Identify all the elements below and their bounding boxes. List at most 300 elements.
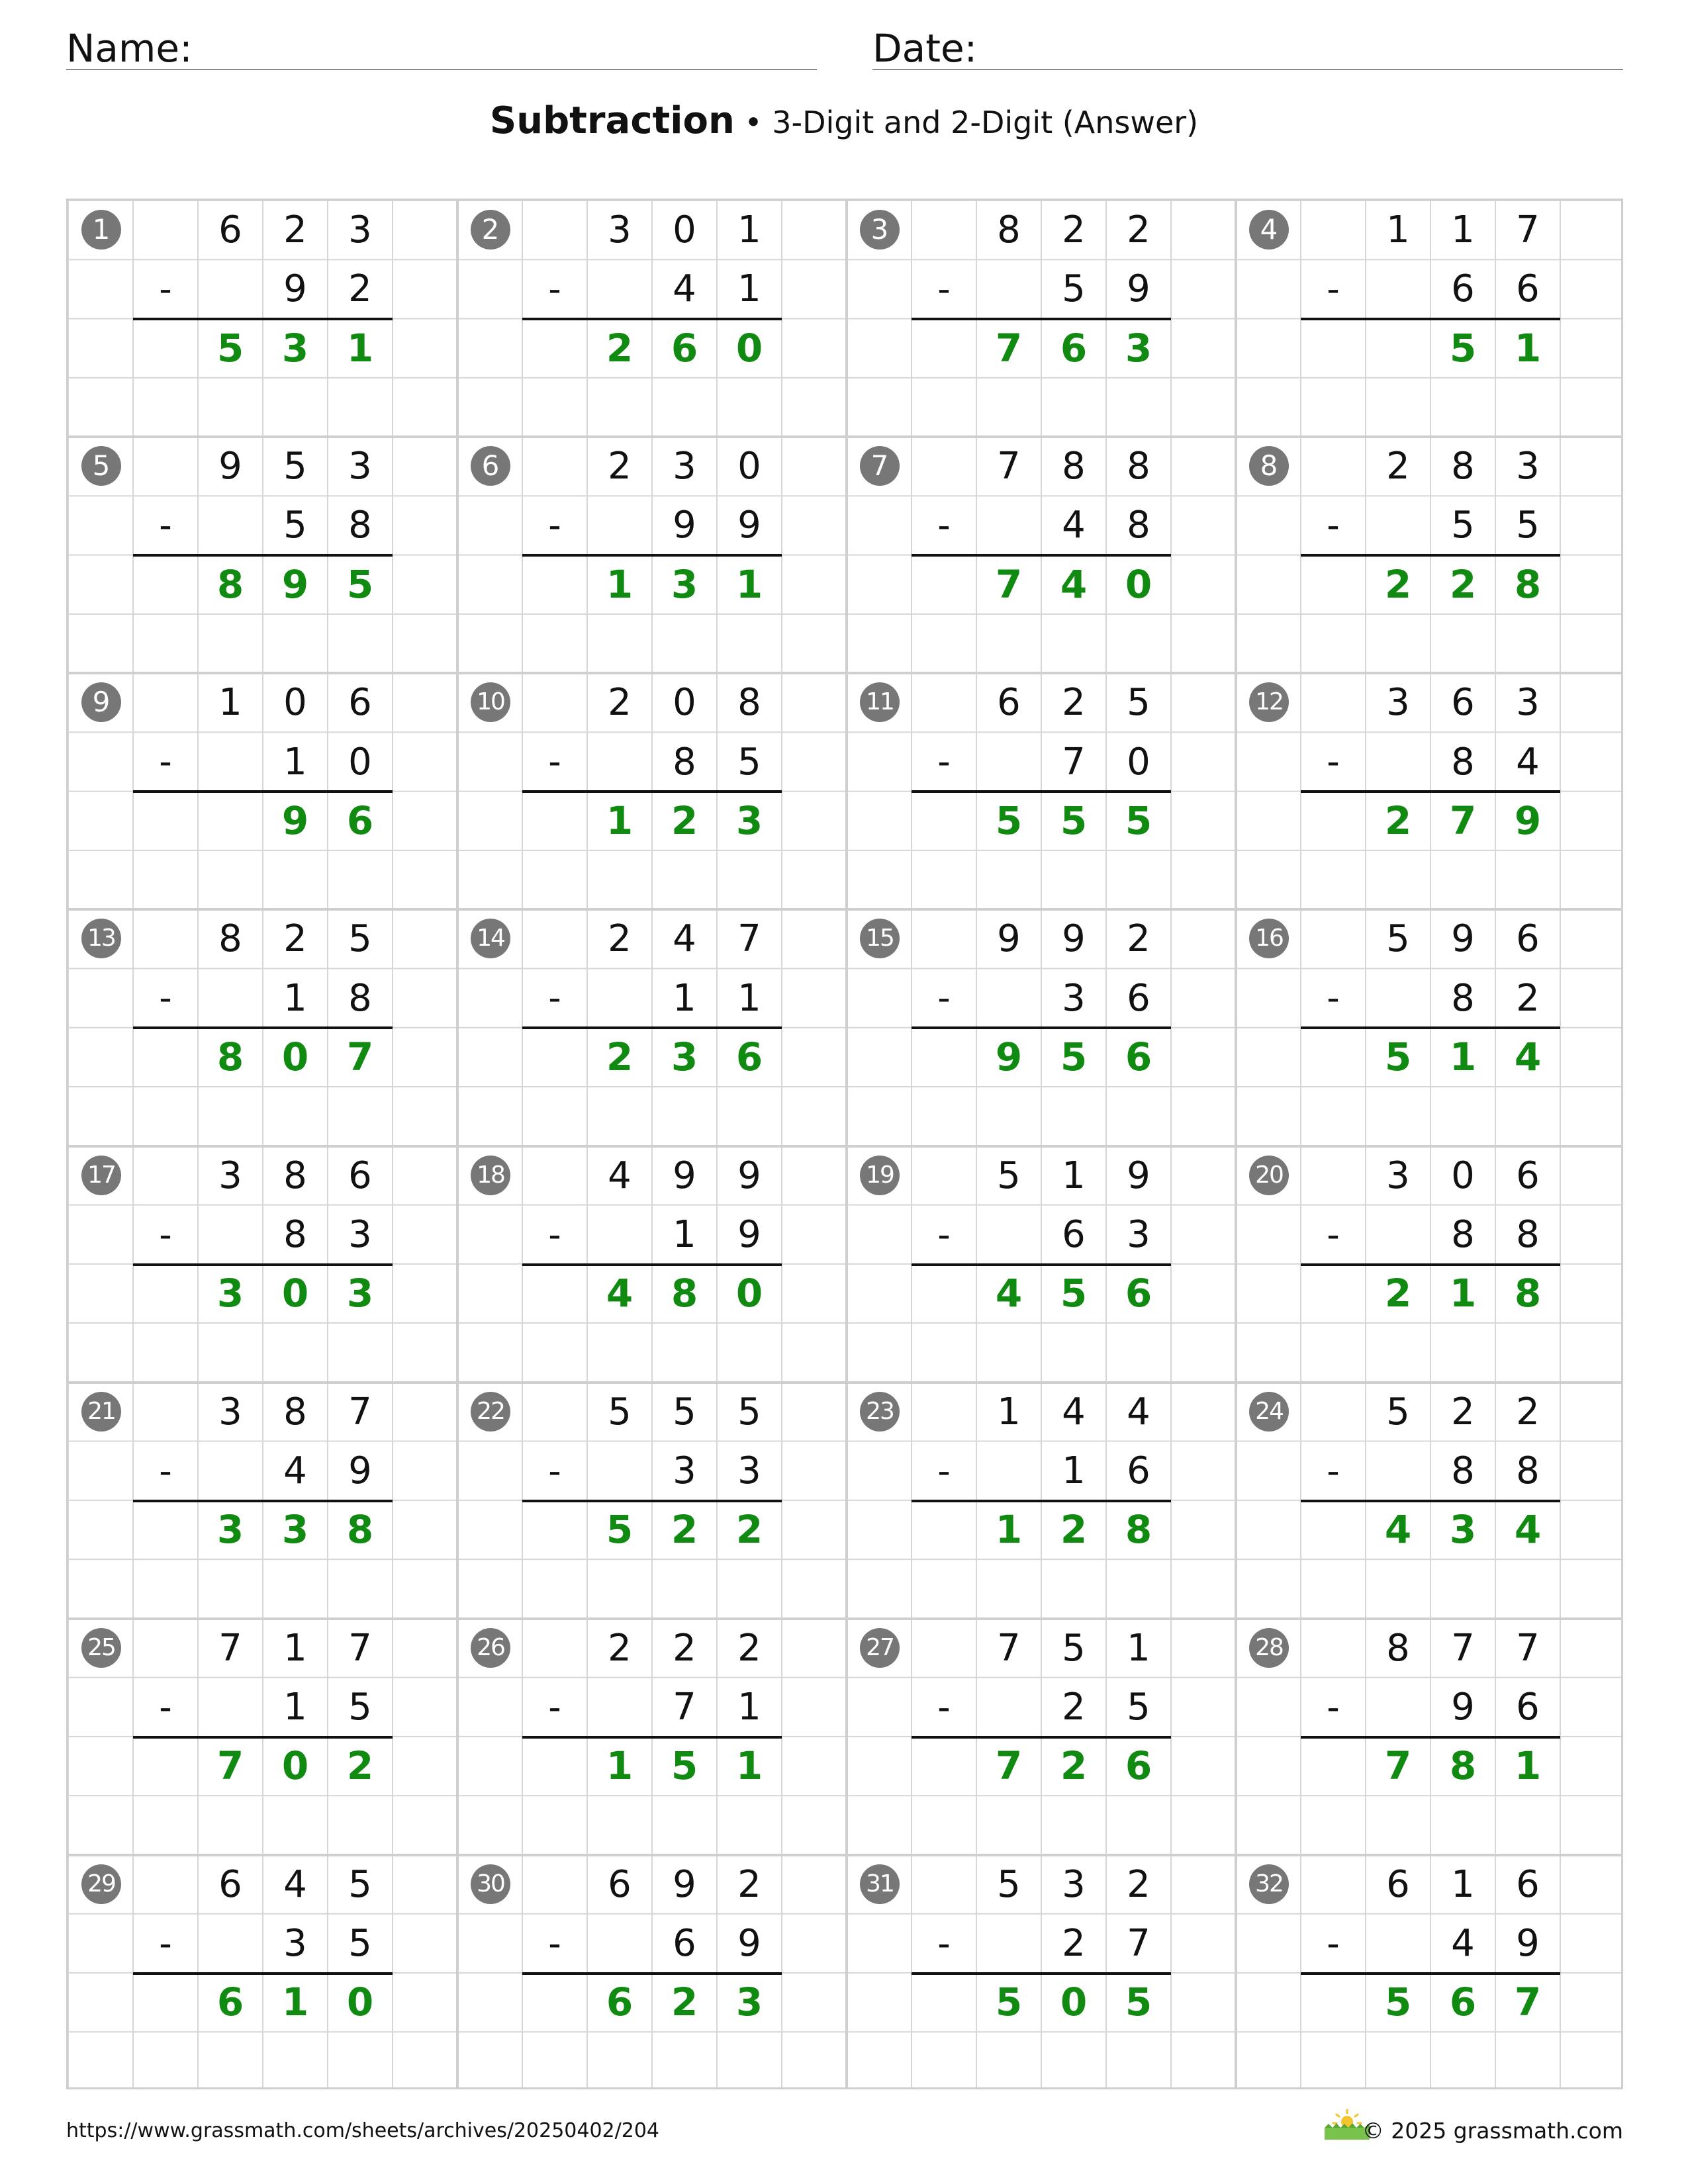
minuend-digit: 3 (348, 208, 372, 251)
subtrahend-digit: 1 (1062, 1449, 1086, 1492)
answer-digit: 7 (995, 1743, 1023, 1789)
minuend-digit: 8 (1386, 1626, 1410, 1670)
subtrahend-digit: 3 (737, 1449, 761, 1492)
answer-digit: 5 (1384, 1034, 1412, 1079)
subtrahend-digit: 1 (673, 1212, 696, 1256)
minus-sign: - (159, 1213, 172, 1255)
answer-digit: 0 (735, 1271, 763, 1316)
minuend-digit: 1 (997, 1390, 1021, 1433)
minuend-digit: 3 (218, 1154, 242, 1197)
answer-digit: 8 (216, 561, 244, 607)
answer-digit: 3 (671, 1034, 698, 1079)
subtrahend-digit: 8 (1451, 1212, 1475, 1256)
subtrahend-digit: 5 (1062, 267, 1086, 311)
minuend-digit: 1 (737, 208, 761, 251)
subtrahend-digit: 4 (1062, 504, 1086, 547)
problem-number-badge: 10 (471, 682, 510, 722)
minuend-digit: 5 (348, 917, 372, 961)
subtrahend-digit: 9 (1451, 1686, 1475, 1729)
minuend-digit: 2 (1062, 208, 1086, 251)
minus-sign: - (937, 741, 951, 783)
problem-20 (1236, 1146, 1625, 1383)
answer-digit: 5 (1125, 1979, 1152, 2025)
problem-number-badge: 8 (1249, 446, 1289, 486)
subtrahend-digit: 5 (1516, 504, 1540, 547)
minuend-digit: 2 (608, 445, 632, 488)
minuend-digit: 6 (348, 681, 372, 725)
problem-number-badge: 7 (860, 446, 900, 486)
row-separator (68, 908, 1621, 911)
answer-digit: 2 (735, 1507, 763, 1553)
minus-sign: - (159, 1449, 172, 1492)
minus-sign: - (937, 977, 951, 1019)
answer-digit: 2 (1384, 561, 1412, 607)
subtrahend-digit: 1 (283, 1686, 307, 1729)
row-separator (68, 435, 1621, 438)
problem-24 (1236, 1383, 1625, 1619)
minuend-digit: 6 (1516, 917, 1540, 961)
answer-digit: 4 (1514, 1034, 1542, 1079)
problem-number-badge: 20 (1249, 1156, 1289, 1195)
subtrahend-digit: 5 (737, 740, 761, 784)
minus-sign: - (1327, 1213, 1340, 1255)
subtrahend-digit: 4 (1451, 1922, 1475, 1966)
answer-digit: 3 (216, 1507, 244, 1553)
subtrahend-digit: 5 (348, 1686, 372, 1729)
row-separator (68, 1617, 1621, 1620)
problem-number-badge: 28 (1249, 1628, 1289, 1668)
minuend-digit: 6 (1451, 681, 1475, 725)
subtrahend-digit: 6 (1516, 1686, 1540, 1729)
answer-digit: 6 (606, 1979, 633, 2025)
problem-number-badge: 14 (471, 919, 510, 958)
date-field[interactable] (872, 19, 1623, 70)
problem-1 (68, 201, 457, 437)
minuend-digit: 7 (997, 445, 1021, 488)
minuend-digit: 2 (1127, 1862, 1150, 1906)
subtrahend-digit: 5 (1127, 1686, 1150, 1729)
minuend-digit: 2 (608, 681, 632, 725)
minuend-digit: 2 (608, 1626, 632, 1670)
minuend-digit: 0 (283, 681, 307, 725)
minuend-digit: 5 (348, 1862, 372, 1906)
answer-digit: 6 (1125, 1271, 1152, 1316)
problem-15 (847, 909, 1236, 1146)
minuend-digit: 5 (737, 1390, 761, 1433)
minuend-digit: 7 (1451, 1626, 1475, 1670)
minus-sign: - (937, 1686, 951, 1728)
subtrahend-digit: 9 (737, 1922, 761, 1966)
minuend-digit: 8 (1127, 445, 1150, 488)
minus-sign: - (159, 268, 172, 310)
minuend-digit: 4 (1062, 1390, 1086, 1433)
subtrahend-digit: 8 (1516, 1212, 1540, 1256)
minuend-digit: 9 (1127, 1154, 1150, 1197)
problem-number-badge: 16 (1249, 919, 1289, 958)
subtrahend-digit: 2 (348, 267, 372, 311)
minuend-digit: 3 (673, 445, 696, 488)
answer-digit: 0 (281, 1743, 309, 1789)
answer-digit: 6 (346, 797, 374, 843)
subtrahend-digit: 9 (737, 504, 761, 547)
answer-digit: 3 (281, 325, 309, 371)
answer-digit: 6 (671, 325, 698, 371)
minuend-digit: 3 (1062, 1862, 1086, 1906)
minus-sign: - (548, 504, 561, 547)
minus-sign: - (937, 1213, 951, 1255)
problem-18 (457, 1146, 847, 1383)
problem-grid (66, 199, 1623, 2089)
answer-digit: 3 (735, 1979, 763, 2025)
minuend-digit: 5 (997, 1154, 1021, 1197)
subtrahend-digit: 7 (1062, 740, 1086, 784)
minus-sign: - (548, 1213, 561, 1255)
minuend-digit: 6 (1386, 1862, 1410, 1906)
minuend-digit: 5 (1386, 917, 1410, 961)
answer-digit: 3 (216, 1271, 244, 1316)
minuend-digit: 6 (608, 1862, 632, 1906)
problem-number-badge: 12 (1249, 682, 1289, 722)
subtrahend-digit: 8 (1451, 1449, 1475, 1492)
subtrahend-digit: 5 (283, 504, 307, 547)
answer-digit: 3 (346, 1271, 374, 1316)
answer-digit: 6 (735, 1034, 763, 1079)
answer-digit: 1 (281, 1979, 309, 2025)
minuend-digit: 9 (997, 917, 1021, 961)
minuend-digit: 0 (673, 208, 696, 251)
minuend-digit: 2 (1386, 445, 1410, 488)
problem-13 (68, 909, 457, 1146)
subtrahend-digit: 3 (1127, 1212, 1150, 1256)
answer-digit: 8 (671, 1271, 698, 1316)
subtrahend-digit: 7 (1127, 1922, 1150, 1966)
answer-digit: 1 (1449, 1034, 1477, 1079)
subtrahend-digit: 8 (1451, 740, 1475, 784)
subtrahend-digit: 9 (1516, 1922, 1540, 1966)
minuend-digit: 3 (1516, 681, 1540, 725)
problem-5 (68, 437, 457, 673)
answer-digit: 1 (606, 1743, 633, 1789)
problem-17 (68, 1146, 457, 1383)
minuend-digit: 9 (218, 445, 242, 488)
minuend-digit: 8 (997, 208, 1021, 251)
minuend-digit: 1 (218, 681, 242, 725)
answer-digit: 8 (346, 1507, 374, 1553)
problem-29 (68, 1855, 457, 2091)
answer-digit: 4 (606, 1271, 633, 1316)
minuend-digit: 7 (218, 1626, 242, 1670)
problem-4 (1236, 201, 1625, 437)
subtrahend-digit: 6 (1127, 976, 1150, 1020)
subtrahend-digit: 9 (283, 267, 307, 311)
minuend-digit: 8 (737, 681, 761, 725)
answer-digit: 1 (735, 561, 763, 607)
answer-digit: 6 (1060, 325, 1088, 371)
subtrahend-digit: 8 (283, 1212, 307, 1256)
answer-digit: 1 (1514, 325, 1542, 371)
minuend-digit: 2 (1516, 1390, 1540, 1433)
answer-digit: 5 (346, 561, 374, 607)
answer-digit: 8 (216, 1034, 244, 1079)
column-separator (1235, 201, 1237, 2087)
subtrahend-digit: 8 (1127, 504, 1150, 547)
minus-sign: - (159, 741, 172, 783)
minuend-digit: 2 (283, 917, 307, 961)
problem-number-badge: 25 (81, 1628, 121, 1668)
minuend-digit: 6 (997, 681, 1021, 725)
answer-digit: 7 (995, 325, 1023, 371)
subtrahend-digit: 0 (348, 740, 372, 784)
answer-digit: 2 (606, 325, 633, 371)
problem-6 (457, 437, 847, 673)
minuend-digit: 1 (1386, 208, 1410, 251)
problem-number-badge: 26 (471, 1628, 510, 1668)
minuend-digit: 9 (1451, 917, 1475, 961)
answer-digit: 1 (1449, 1271, 1477, 1316)
minus-sign: - (937, 1449, 951, 1492)
minuend-digit: 8 (218, 917, 242, 961)
minuend-digit: 2 (1062, 681, 1086, 725)
answer-digit: 5 (671, 1743, 698, 1789)
problem-number-badge: 23 (860, 1392, 900, 1432)
minus-sign: - (159, 1686, 172, 1728)
minus-sign: - (548, 741, 561, 783)
minuend-digit: 7 (348, 1390, 372, 1433)
minuend-digit: 2 (737, 1862, 761, 1906)
answer-digit: 2 (1384, 1271, 1412, 1316)
subtrahend-digit: 3 (1062, 976, 1086, 1020)
subtrahend-digit: 8 (1516, 1449, 1540, 1492)
minus-sign: - (548, 977, 561, 1019)
answer-digit: 2 (346, 1743, 374, 1789)
answer-digit: 4 (1514, 1507, 1542, 1553)
minuend-digit: 2 (608, 917, 632, 961)
subtrahend-digit: 6 (1451, 267, 1475, 311)
problem-number-badge: 30 (471, 1864, 510, 1904)
problem-number-badge: 2 (471, 210, 510, 250)
problem-number-badge: 22 (471, 1392, 510, 1432)
problem-7 (847, 437, 1236, 673)
subtrahend-digit: 5 (1451, 504, 1475, 547)
answer-digit: 0 (346, 1979, 374, 2025)
minuend-digit: 8 (1062, 445, 1086, 488)
answer-digit: 7 (1449, 797, 1477, 843)
title-main: Subtraction (489, 99, 735, 142)
minuend-digit: 2 (737, 1626, 761, 1670)
answer-digit: 1 (346, 325, 374, 371)
problem-number-badge: 5 (81, 446, 121, 486)
minuend-digit: 7 (348, 1626, 372, 1670)
minuend-digit: 0 (1451, 1154, 1475, 1197)
answer-digit: 6 (1125, 1743, 1152, 1789)
answer-digit: 6 (1125, 1034, 1152, 1079)
answer-digit: 5 (995, 1979, 1023, 2025)
subtrahend-digit: 3 (348, 1212, 372, 1256)
answer-digit: 1 (606, 561, 633, 607)
subtrahend-digit: 8 (673, 740, 696, 784)
subtrahend-digit: 1 (673, 976, 696, 1020)
minuend-digit: 1 (1451, 208, 1475, 251)
answer-digit: 2 (1060, 1507, 1088, 1553)
answer-digit: 9 (281, 797, 309, 843)
answer-digit: 5 (1060, 1271, 1088, 1316)
subtrahend-digit: 1 (283, 976, 307, 1020)
subtrahend-digit: 9 (1127, 267, 1150, 311)
problem-number-badge: 1 (81, 210, 121, 250)
problem-number-badge: 13 (81, 919, 121, 958)
problem-number-badge: 4 (1249, 210, 1289, 250)
minuend-digit: 4 (283, 1862, 307, 1906)
minus-sign: - (1327, 1922, 1340, 1964)
minuend-digit: 3 (348, 445, 372, 488)
problem-23 (847, 1383, 1236, 1619)
date-label: Date: (872, 26, 978, 71)
answer-digit: 1 (1514, 1743, 1542, 1789)
answer-digit: 3 (1449, 1507, 1477, 1553)
problem-27 (847, 1619, 1236, 1855)
problem-8 (1236, 437, 1625, 673)
subtrahend-digit: 1 (283, 740, 307, 784)
subtrahend-digit: 2 (1062, 1686, 1086, 1729)
answer-digit: 8 (1514, 1271, 1542, 1316)
problem-number-badge: 9 (81, 682, 121, 722)
problem-32 (1236, 1855, 1625, 2091)
minus-sign: - (937, 1922, 951, 1964)
footer-url: https://www.grassmath.com/sheets/archives/20250402/204 (66, 2119, 660, 2142)
answer-digit: 9 (1514, 797, 1542, 843)
subtrahend-digit: 4 (673, 267, 696, 311)
subtrahend-digit: 4 (283, 1449, 307, 1492)
answer-digit: 0 (1060, 1979, 1088, 2025)
answer-digit: 6 (1449, 1979, 1477, 2025)
minus-sign: - (159, 1922, 172, 1964)
minus-sign: - (1327, 741, 1340, 783)
problem-25 (68, 1619, 457, 1855)
minuend-digit: 5 (1062, 1626, 1086, 1670)
minuend-digit: 1 (1451, 1862, 1475, 1906)
problem-number-badge: 19 (860, 1156, 900, 1195)
minuend-digit: 9 (1062, 917, 1086, 961)
problem-14 (457, 909, 847, 1146)
problem-31 (847, 1855, 1236, 2091)
answer-digit: 3 (671, 561, 698, 607)
answer-digit: 0 (281, 1034, 309, 1079)
problem-12 (1236, 673, 1625, 909)
answer-digit: 2 (671, 1979, 698, 2025)
answer-digit: 2 (1449, 561, 1477, 607)
minuend-digit: 7 (1516, 1626, 1540, 1670)
answer-digit: 5 (1060, 1034, 1088, 1079)
name-label: Name: (66, 26, 193, 71)
minuend-digit: 7 (737, 917, 761, 961)
answer-digit: 2 (671, 797, 698, 843)
title-subtitle: • 3-Digit and 2-Digit (Answer) (734, 105, 1199, 140)
minuend-digit: 5 (673, 1390, 696, 1433)
name-field[interactable] (66, 19, 817, 70)
problem-9 (68, 673, 457, 909)
minuend-digit: 2 (673, 1626, 696, 1670)
subtrahend-digit: 7 (673, 1686, 696, 1729)
answer-digit: 2 (1060, 1743, 1088, 1789)
answer-digit: 8 (1449, 1743, 1477, 1789)
answer-digit: 9 (995, 1034, 1023, 1079)
subtrahend-digit: 9 (737, 1212, 761, 1256)
minuend-digit: 5 (1127, 681, 1150, 725)
answer-digit: 2 (606, 1034, 633, 1079)
problem-number-badge: 11 (860, 682, 900, 722)
minuend-digit: 3 (218, 1390, 242, 1433)
problem-26 (457, 1619, 847, 1855)
answer-digit: 5 (1384, 1979, 1412, 2025)
problem-3 (847, 201, 1236, 437)
minuend-digit: 7 (1516, 208, 1540, 251)
subtrahend-digit: 8 (1451, 976, 1475, 1020)
subtrahend-digit: 1 (737, 1686, 761, 1729)
worksheet-title (0, 99, 1688, 142)
minus-sign: - (937, 268, 951, 310)
answer-digit: 2 (671, 1507, 698, 1553)
answer-digit: 3 (735, 797, 763, 843)
minuend-digit: 3 (608, 208, 632, 251)
minuend-digit: 2 (283, 208, 307, 251)
minuend-digit: 8 (1451, 445, 1475, 488)
minuend-digit: 3 (1386, 681, 1410, 725)
subtrahend-digit: 9 (348, 1449, 372, 1492)
minuend-digit: 2 (1127, 917, 1150, 961)
problem-16 (1236, 909, 1625, 1146)
minuend-digit: 2 (1451, 1390, 1475, 1433)
answer-digit: 2 (1384, 797, 1412, 843)
problem-number-badge: 29 (81, 1864, 121, 1904)
answer-digit: 5 (216, 325, 244, 371)
answer-digit: 3 (1125, 325, 1152, 371)
problem-21 (68, 1383, 457, 1619)
minuend-digit: 4 (608, 1154, 632, 1197)
subtrahend-digit: 1 (737, 267, 761, 311)
subtrahend-digit: 4 (1516, 740, 1540, 784)
problem-number-badge: 17 (81, 1156, 121, 1195)
problem-10 (457, 673, 847, 909)
subtrahend-digit: 2 (1062, 1922, 1086, 1966)
answer-digit: 0 (735, 325, 763, 371)
answer-digit: 0 (281, 1271, 309, 1316)
problem-number-badge: 21 (81, 1392, 121, 1432)
minuend-digit: 0 (737, 445, 761, 488)
subtrahend-digit: 2 (1516, 976, 1540, 1020)
answer-digit: 6 (216, 1979, 244, 2025)
problem-number-badge: 6 (471, 446, 510, 486)
answer-digit: 5 (606, 1507, 633, 1553)
minuend-digit: 9 (673, 1154, 696, 1197)
problem-number-badge: 27 (860, 1628, 900, 1668)
minus-sign: - (1327, 268, 1340, 310)
minuend-digit: 0 (673, 681, 696, 725)
minuend-digit: 6 (348, 1154, 372, 1197)
column-separator (456, 201, 459, 2087)
minus-sign: - (1327, 504, 1340, 547)
answer-digit: 5 (1449, 325, 1477, 371)
minus-sign: - (548, 1922, 561, 1964)
minuend-digit: 5 (997, 1862, 1021, 1906)
answer-digit: 7 (346, 1034, 374, 1079)
subtrahend-digit: 3 (283, 1922, 307, 1966)
row-separator (68, 1145, 1621, 1148)
minuend-digit: 6 (1516, 1154, 1540, 1197)
minuend-digit: 9 (737, 1154, 761, 1197)
problem-number-badge: 3 (860, 210, 900, 250)
problem-19 (847, 1146, 1236, 1383)
problem-number-badge: 32 (1249, 1864, 1289, 1904)
